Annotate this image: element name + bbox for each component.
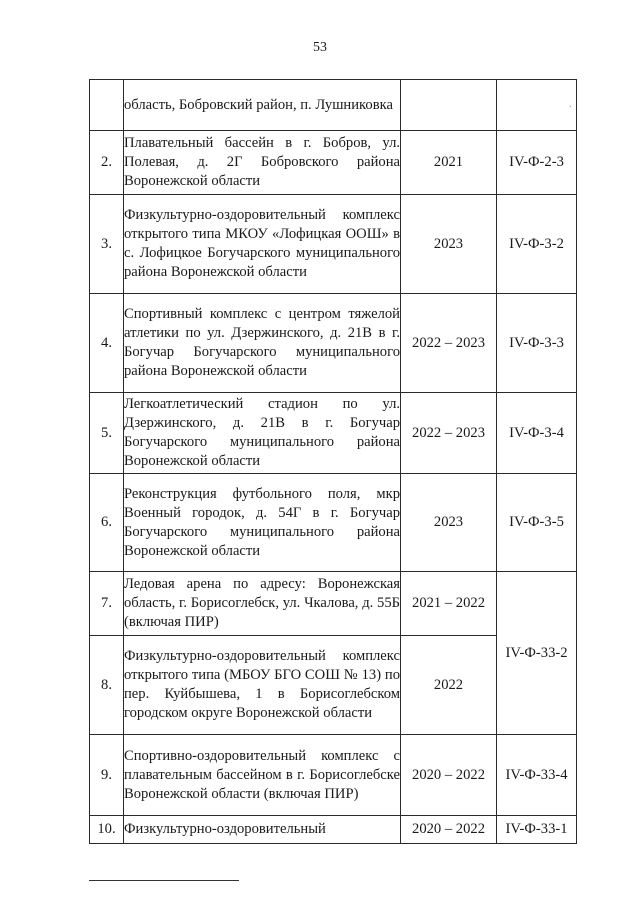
facility-name: Спортивный комплекс с центром тяжелой атлетики по ул. Дзержинского, д. 21В в г. Богучар Богучарского муниципального района Воронежской области xyxy=(124,294,401,393)
code-cell: IV-Ф-2-3 xyxy=(497,131,577,195)
row-number xyxy=(90,80,124,131)
facility-name: Ледовая арена по адресу: Воронежская область, г. Борисоглебск, ул. Чкалова, д. 55Б (включая ПИР) xyxy=(124,572,401,636)
facility-name: Физкультурно-оздоровительный комплекс открытого типа (МБОУ БГО СОШ № 13) по пер. Куйбышева, 1 в Борисоглебском городском округе Воронежской области xyxy=(124,636,401,735)
year-cell: 2020 – 2022 xyxy=(401,816,497,844)
table-row xyxy=(90,735,577,816)
year-cell: 2023 xyxy=(401,474,497,572)
row-number: 6. xyxy=(90,474,124,572)
footnote-separator xyxy=(89,880,239,881)
facility-name: область, Бобровский район, п. Лушниковка xyxy=(124,80,401,131)
table-row xyxy=(90,80,577,131)
year-cell: 2021 xyxy=(401,131,497,195)
facility-name: Физкультурно-оздоровительный комплекс открытого типа МКОУ «Лофицкая ООШ» в с. Лофицкое Богучарского муниципального района Воронежской области xyxy=(124,195,401,294)
code-cell xyxy=(497,80,577,131)
year-cell: 2022 xyxy=(401,636,497,735)
year-cell xyxy=(401,80,497,131)
facility-name: Реконструкция футбольного поля, мкр Военный городок, д. 54Г в г. Богучар Богучарского муниципального района Воронежской области xyxy=(124,474,401,572)
facility-name: Спортивно-оздоровительный комплекс с плавательным бассейном в г. Борисоглебске Воронежской области (включая ПИР) xyxy=(124,735,401,816)
row-number: 5. xyxy=(90,393,124,474)
code-cell: IV-Ф-33-4 xyxy=(497,735,577,816)
code-cell: IV-Ф-3-2 xyxy=(497,195,577,294)
facility-name: Плавательный бассейн в г. Бобров, ул. Полевая, д. 2Г Бобровского района Воронежской области xyxy=(124,131,401,195)
row-number: 2. xyxy=(90,131,124,195)
table-row xyxy=(90,195,577,294)
table-row xyxy=(90,294,577,393)
year-cell: 2022 – 2023 xyxy=(401,393,497,474)
year-cell: 2022 – 2023 xyxy=(401,294,497,393)
code-cell: IV-Ф-3-5 xyxy=(497,474,577,572)
table-row xyxy=(90,474,577,572)
scan-mark: · xyxy=(568,102,572,113)
table-row xyxy=(90,816,577,844)
row-number: 10. xyxy=(90,816,124,844)
year-cell: 2021 – 2022 xyxy=(401,572,497,636)
facility-name: Легкоатлетический стадион по ул. Дзержинского, д. 21В в г. Богучар Богучарского муниципального района Воронежской области xyxy=(124,393,401,474)
code-cell: IV-Ф-3-3 xyxy=(497,294,577,393)
row-number: 9. xyxy=(90,735,124,816)
code-cell: IV-Ф-3-4 xyxy=(497,393,577,474)
code-cell: IV-Ф-33-1 xyxy=(497,816,577,844)
table-row xyxy=(90,393,577,474)
row-number: 7. xyxy=(90,572,124,636)
row-number: 3. xyxy=(90,195,124,294)
code-cell: IV-Ф-33-2 xyxy=(497,572,577,735)
row-number: 8. xyxy=(90,636,124,735)
row-number: 4. xyxy=(90,294,124,393)
facilities-table xyxy=(89,79,577,844)
table-row xyxy=(90,131,577,195)
year-cell: 2023 xyxy=(401,195,497,294)
facility-name: Физкультурно-оздоровительный xyxy=(124,816,401,844)
year-cell: 2020 – 2022 xyxy=(401,735,497,816)
page-number: 53 xyxy=(313,40,327,55)
table-row xyxy=(90,572,577,636)
